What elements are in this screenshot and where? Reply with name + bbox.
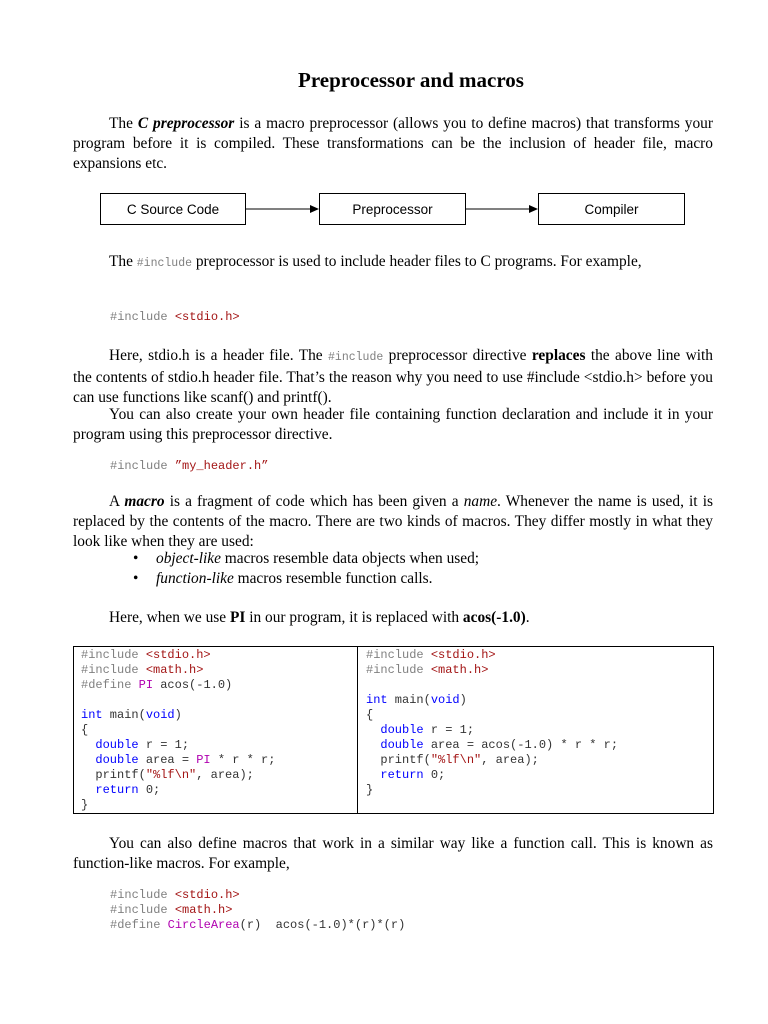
source-code-box: C Source Code xyxy=(100,193,246,225)
here-text-c: the above line with the contents of stdio.h header file. That’s the reason why you need to use #include <stdio.h> before you can use functions like scanf() and printf(). xyxy=(73,347,713,406)
code-cell-expanded: #include <stdio.h> #include <math.h> int main(void) { double r = 1; double area = acos(-1.0) * r * r; printf("%lf\n", area); return 0; } xyxy=(366,648,619,797)
macro-text-b: is a fragment of code which has been given a xyxy=(164,493,464,510)
code-block-stdio xyxy=(110,310,240,325)
list-item-term: object-like xyxy=(156,550,221,567)
pi-text-b: in our program, it is replaced with xyxy=(245,609,463,626)
name-term: name xyxy=(463,493,498,510)
list-item-term: function-like xyxy=(156,570,234,587)
arrow-icon xyxy=(246,201,319,217)
intro-term: C preprocessor xyxy=(137,115,235,132)
pi-text-c: . xyxy=(525,609,530,626)
code-header: ”my_header.h” xyxy=(174,459,269,473)
macro-paragraph xyxy=(73,492,713,552)
here-text-a: Here, stdio.h is a header file. The xyxy=(109,347,329,364)
pi-term: PI xyxy=(229,609,246,626)
here-paragraph xyxy=(73,346,713,408)
macro-term: macro xyxy=(124,493,165,510)
compiler-box: Compiler xyxy=(538,193,685,225)
code-comparison-table xyxy=(73,646,714,814)
acos-term: acos(-1.0) xyxy=(462,609,526,626)
include-text-post: preprocessor is used to include header files to C programs. For example, xyxy=(192,253,642,270)
here-text-b: preprocessor directive xyxy=(383,347,532,364)
page-title: Preprocessor and macros xyxy=(298,68,524,92)
intro-text-pre: The xyxy=(109,115,138,132)
list-item xyxy=(130,549,479,569)
inline-code: #include xyxy=(136,257,192,270)
pi-paragraph xyxy=(73,608,713,628)
code-header: <stdio.h> xyxy=(174,310,240,324)
include-paragraph xyxy=(73,252,713,274)
intro-text-post: is a macro preprocessor (allows you to define macros) that transforms your program before it is compiled. These transformations can be the inclusion of header file, macro expansions etc. xyxy=(73,115,714,172)
code-block-my-header xyxy=(110,459,268,474)
macro-text-a: A xyxy=(109,493,125,510)
macro-kinds-list xyxy=(130,549,479,589)
preprocessor-box: Preprocessor xyxy=(319,193,466,225)
code-cell-with-macro: #include <stdio.h> #include <math.h> #define PI acos(-1.0) int main(void) { double r = 1; double area = PI * r * r; printf("%lf\n", area); return 0; } xyxy=(81,648,276,812)
here-bold: replaces xyxy=(531,347,586,364)
list-item-text: macros resemble data objects when used; xyxy=(220,550,480,567)
code-directive: #include xyxy=(110,310,168,324)
own-header-paragraph: You can also create your own header file containing function declaration and include it in your program using this preprocessor directive. xyxy=(73,406,713,443)
inline-code: #include xyxy=(328,351,384,364)
code-block-circle-area: #include <stdio.h> #include <math.h> #define CircleArea(r) acos(-1.0)*(r)*(r) xyxy=(110,888,406,932)
list-item xyxy=(130,569,479,589)
code-directive: #include xyxy=(110,459,168,473)
pi-text-a: Here, when we use xyxy=(109,609,230,626)
intro-paragraph xyxy=(73,114,713,174)
include-text-pre: The xyxy=(109,253,137,270)
macro-text-c: . Whenever the name is used, it is replaced by the contents of the macro. There are two kinds of macros. They differ mostly in what they look like when they are used: xyxy=(73,493,713,550)
function-like-paragraph: You can also define macros that work in a similar way like a function call. This is known as function-like macros. For example, xyxy=(73,835,713,872)
list-item-text: macros resemble function calls. xyxy=(233,570,433,587)
arrow-icon xyxy=(466,201,538,217)
table-divider xyxy=(357,647,358,813)
